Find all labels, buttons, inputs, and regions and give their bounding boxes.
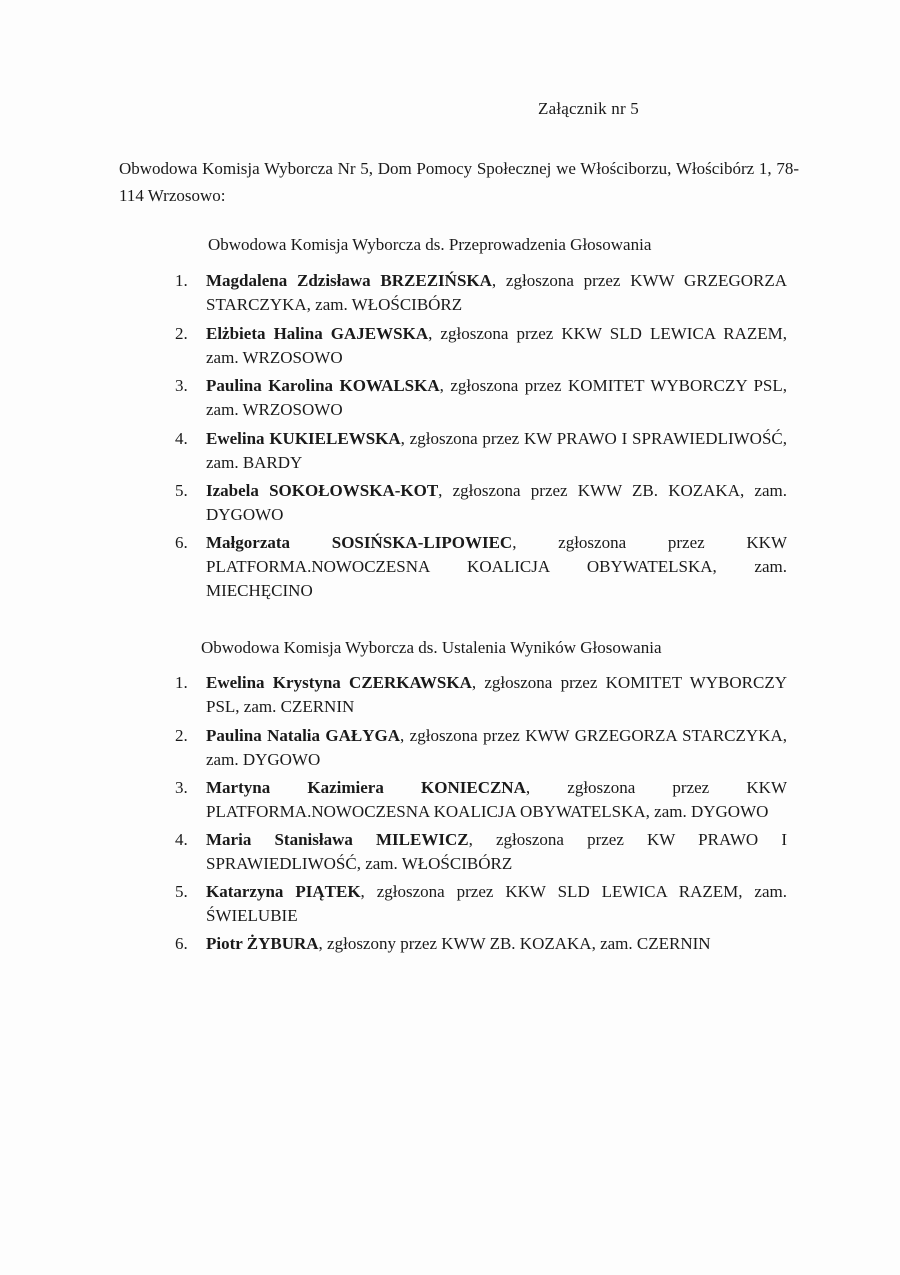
list-item [175, 932, 787, 956]
member-name: Maria Stanisława MILEWICZ [206, 830, 469, 849]
member-details: , zgłoszona przez KWW ZB. KOZAKA, zam. DYGOWO [206, 481, 787, 524]
member-name: Małgorzata SOSIŃSKA-LIPOWIEC [206, 533, 513, 552]
member-details: , zgłoszona przez KKW PLATFORMA.NOWOCZESNA KOALICJA OBYWATELSKA, zam. MIECHĘCINO [206, 533, 787, 600]
member-name: Paulina Karolina KOWALSKA [206, 376, 440, 395]
section-title: Obwodowa Komisja Wyborcza ds. Przeprowadzenia Głosowania [208, 235, 652, 254]
item-number: 2. [175, 324, 188, 343]
list-item [175, 479, 787, 527]
member-details: , zgłoszona przez KOMITET WYBORCZY PSL, zam. WRZOSOWO [206, 376, 787, 419]
item-number: 2. [175, 726, 188, 745]
list-item [175, 724, 787, 772]
member-name: Elżbieta Halina GAJEWSKA [206, 324, 429, 343]
commission-intro: Obwodowa Komisja Wyborcza Nr 5, Dom Pomocy Społecznej we Włościborzu, Włościbórz 1, 78-114 Wrzosowo: [119, 159, 799, 205]
list-item [175, 776, 787, 824]
item-number: 1. [175, 271, 188, 290]
list-item [175, 880, 787, 928]
list-item [175, 427, 787, 475]
member-name: Katarzyna PIĄTEK [206, 882, 361, 901]
annex-label: Załącznik nr 5 [538, 99, 639, 118]
member-details: , zgłoszona przez KOMITET WYBORCZY PSL, zam. CZERNIN [206, 673, 787, 716]
item-number: 6. [175, 533, 188, 552]
member-details: , zgłoszona przez KWW GRZEGORZA STARCZYKA, zam. WŁOŚCIBÓRZ [206, 271, 787, 314]
item-number: 6. [175, 934, 188, 953]
member-name: Ewelina KUKIELEWSKA [206, 429, 401, 448]
section-title: Obwodowa Komisja Wyborcza ds. Ustalenia Wyników Głosowania [201, 638, 662, 657]
item-number: 5. [175, 882, 188, 901]
member-details: , zgłoszona przez KWW GRZEGORZA STARCZYKA, zam. DYGOWO [206, 726, 787, 769]
member-name: Ewelina Krystyna CZERKAWSKA [206, 673, 472, 692]
item-number: 3. [175, 778, 188, 797]
list-item [175, 374, 787, 422]
member-name: Izabela SOKOŁOWSKA-KOT [206, 481, 439, 500]
member-name: Magdalena Zdzisława BRZEZIŃSKA [206, 271, 492, 290]
member-details: , zgłoszona przez KKW SLD LEWICA RAZEM, zam. WRZOSOWO [206, 324, 787, 367]
member-details: , zgłoszona przez KKW SLD LEWICA RAZEM, zam. ŚWIELUBIE [206, 882, 787, 925]
member-details: , zgłoszona przez KW PRAWO I SPRAWIEDLIWOŚĆ, zam. BARDY [206, 429, 787, 472]
item-number: 5. [175, 481, 188, 500]
member-name: Martyna Kazimiera KONIECZNA [206, 778, 526, 797]
item-number: 1. [175, 673, 188, 692]
list-item [175, 671, 787, 719]
member-details: , zgłoszony przez KWW ZB. KOZAKA, zam. CZERNIN [318, 934, 711, 953]
list-item [175, 322, 787, 370]
list-item [175, 269, 787, 317]
item-number: 4. [175, 429, 188, 448]
member-name: Paulina Natalia GAŁYGA [206, 726, 401, 745]
list-item [175, 531, 787, 603]
list-item [175, 828, 787, 876]
member-name: Piotr ŻYBURA [206, 934, 319, 953]
member-details: , zgłoszona przez KKW PLATFORMA.NOWOCZESNA KOALICJA OBYWATELSKA, zam. DYGOWO [206, 778, 787, 821]
item-number: 4. [175, 830, 188, 849]
member-list [175, 269, 787, 603]
member-details: , zgłoszona przez KW PRAWO I SPRAWIEDLIWOŚĆ, zam. WŁOŚCIBÓRZ [206, 830, 788, 873]
item-number: 3. [175, 376, 188, 395]
member-list [175, 671, 787, 956]
